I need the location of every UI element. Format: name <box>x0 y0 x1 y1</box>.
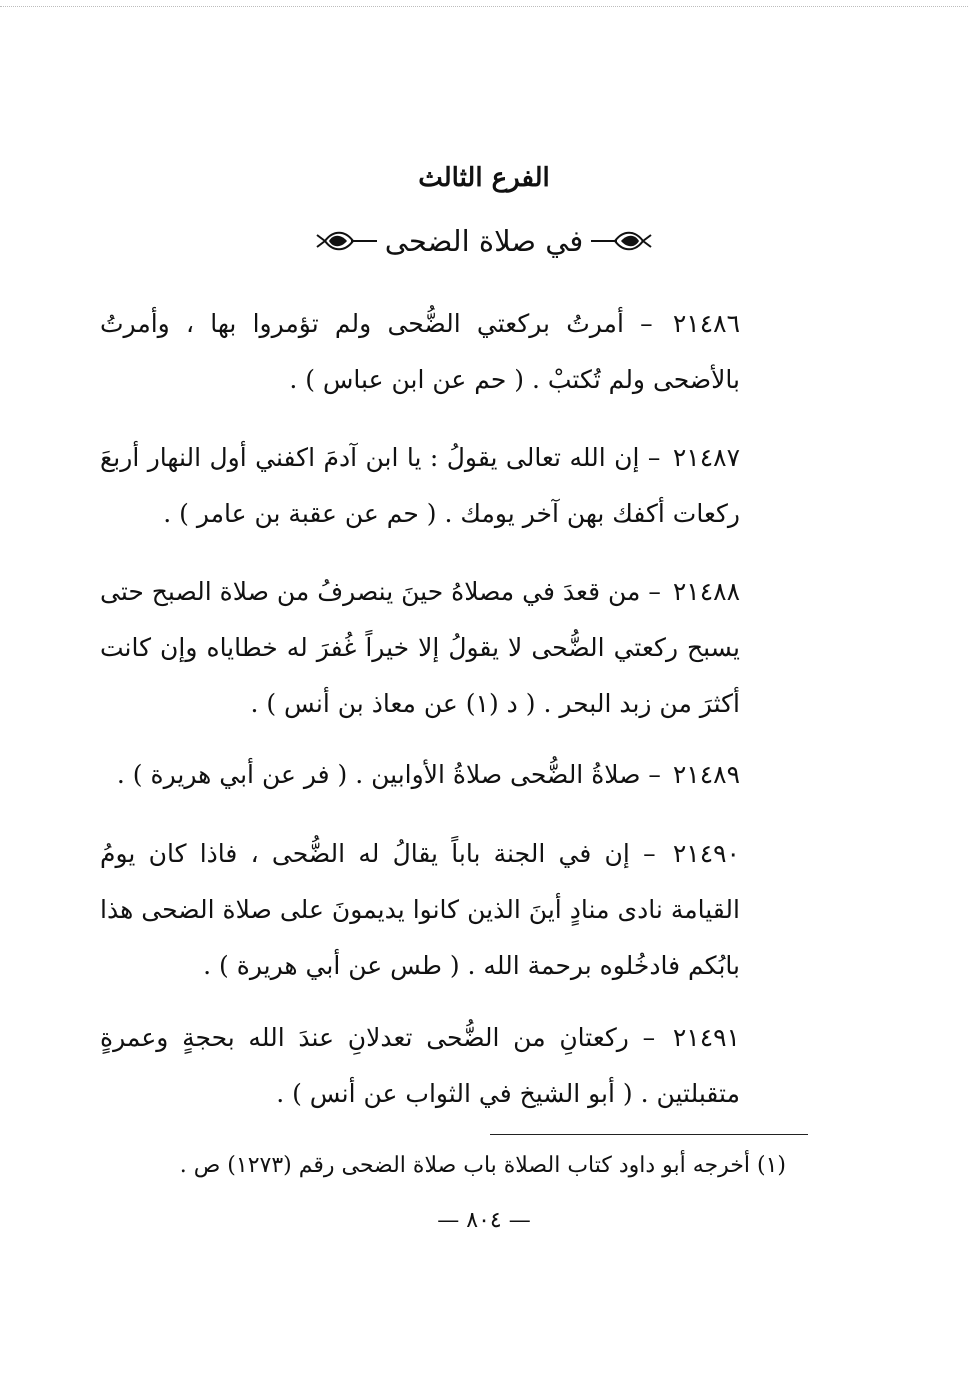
footnote: (١) أخرجه أبو داود كتاب الصلاة باب صلاة الضحى رقم (١٢٧٣) ص . <box>179 1153 786 1178</box>
hadith-entry: ٢١٤٨٧ – إن الله تعالى يقولُ : يا ابن آدمَ اكفني أول النهار أربعَ ركعات أكفك بهن آخر يومك . ( حم عن عقبة بن عامر ) . <box>100 443 740 528</box>
hadith-number: ٢١٤٨٧ <box>672 443 740 472</box>
hadith-source: ( حم عن عقبة بن عامر ) . <box>163 499 437 528</box>
hadith-entry: ٢١٤٩٠ – إن في الجنة باباً يقالُ له الضُّحى ، فاذا كان يومُ القيامة نادى منادٍ أينَ الذين كانوا يديمونَ على صلاة الضحى هذا بابُكم فادخُلوه برحمة الله . ( طس عن أبي هريرة ) . <box>100 839 740 980</box>
footnote-separator <box>490 1134 808 1135</box>
hadith-number: ٢١٤٩٠ <box>672 839 740 868</box>
hadith-number: ٢١٤٨٩ <box>672 760 740 789</box>
hadith-number: ٢١٤٨٨ <box>672 577 741 606</box>
hadith-text: أمرتُ بركعتي الضُّحى ولم تؤمروا بها ، وأمرتُ بالأضحى ولم تُكتبْ . <box>100 309 740 394</box>
hadith-entry: ٢١٤٩١ – ركعتانِ من الضُّحى تعدلانِ عندَ الله بحجةٍ وعمرةٍ متقبلتين . ( أبو الشيخ في الثواب عن أنس ) . <box>100 1023 740 1108</box>
right-ornament-icon <box>589 228 653 254</box>
top-dotted-rule <box>0 6 968 7</box>
hadith-source: ( د (١) عن معاذ بن أنس ) . <box>250 689 536 718</box>
hadith-text: من قعدَ في مصلاهُ حينَ ينصرفُ من صلاة الصبح حتى يسبح ركعتي الضُّحى لا يقولُ إلا خيراً غُفرَ له خطاياه وإن كانت أكثرَ من زبد البحر . <box>100 577 740 718</box>
section-title: في صلاة الضحى <box>384 224 584 258</box>
hadith-text: إن في الجنة باباً يقالُ له الضُّحى ، فاذا كان يومُ القيامة نادى منادٍ أينَ الذين كانوا يديمونَ على صلاة الضحى هذا بابُكم فادخُلوه برحمة الله . <box>100 839 740 980</box>
branch-title: الفرع الثالث <box>418 163 550 193</box>
hadith-number: ٢١٤٨٦ <box>672 309 740 338</box>
hadith-text: ركعتانِ من الضُّحى تعدلانِ عندَ الله بحجةٍ وعمرةٍ متقبلتين . <box>100 1023 740 1108</box>
hadith-entry: ٢١٤٨٦ – أمرتُ بركعتي الضُّحى ولم تؤمروا بها ، وأمرتُ بالأضحى ولم تُكتبْ . ( حم عن ابن عباس ) . <box>100 309 740 394</box>
hadith-text: إن الله تعالى يقولُ : يا ابن آدمَ اكفني أول النهار أربعَ ركعات أكفك بهن آخر يومك . <box>100 443 740 528</box>
hadith-entry: ٢١٤٨٨ – من قعدَ في مصلاهُ حينَ ينصرفُ من صلاة الصبح حتى يسبح ركعتي الضُّحى لا يقولُ إلا خيراً غُفرَ له خطاياه وإن كانت أكثرَ من زبد البحر . ( د (١) عن معاذ بن أنس ) . <box>100 577 741 718</box>
hadith-source: ( أبو الشيخ في الثواب عن أنس ) . <box>276 1079 633 1108</box>
hadith-text: صلاةُ الضُّحى صلاةُ الأوابين . <box>355 760 641 789</box>
section-title-block <box>0 222 968 258</box>
left-ornament-icon <box>315 228 379 254</box>
page-number: — ٨٠٤ — <box>437 1208 531 1233</box>
hadith-number: ٢١٤٩١ <box>672 1023 740 1052</box>
hadith-source: ( طس عن أبي هريرة ) . <box>203 951 460 980</box>
hadith-entry: ٢١٤٨٩ – صلاةُ الضُّحى صلاةُ الأوابين . ( فر عن أبي هريرة ) . <box>116 760 740 789</box>
hadith-source: ( حم عن ابن عباس ) . <box>289 365 525 394</box>
hadith-source: ( فر عن أبي هريرة ) . <box>116 760 348 789</box>
